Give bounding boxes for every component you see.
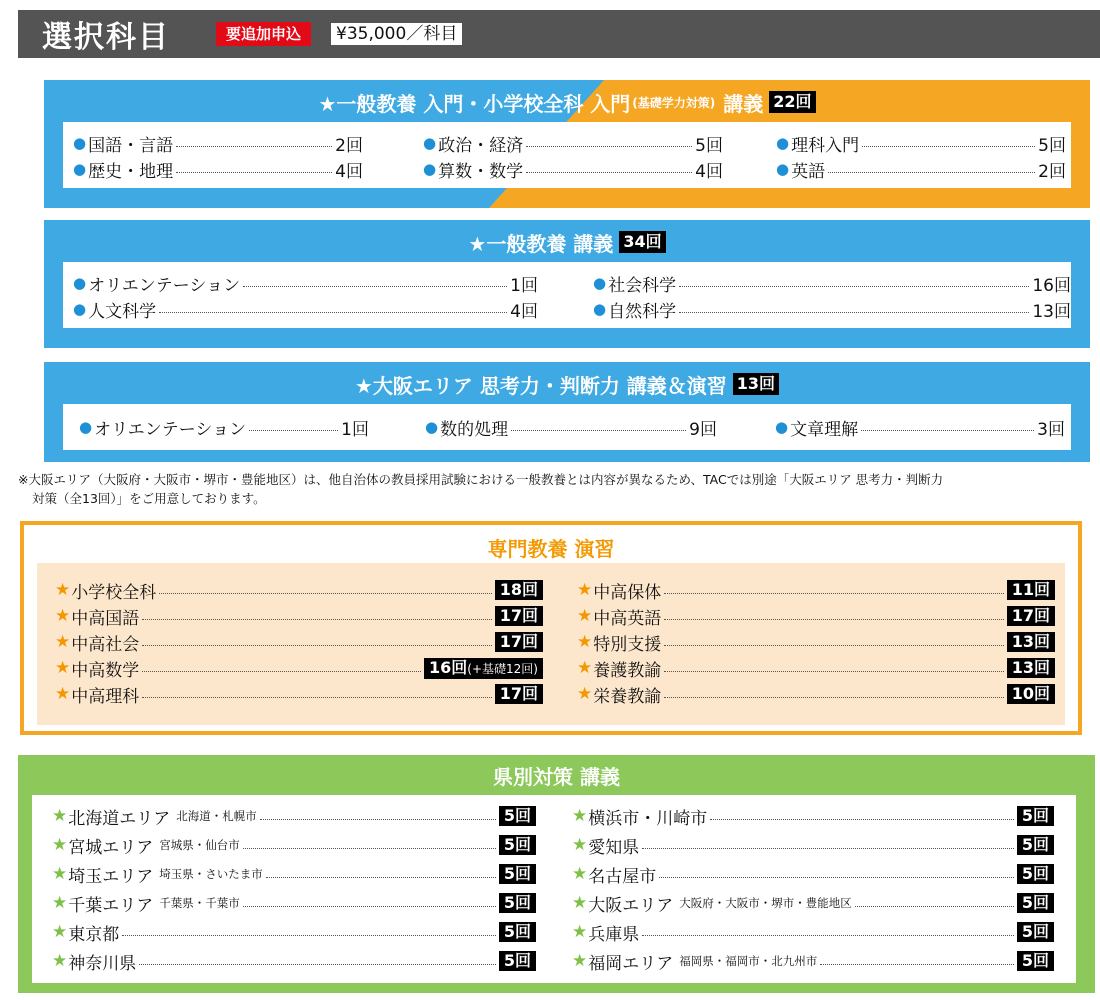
item-label: 中高理科 xyxy=(71,686,140,707)
list-item xyxy=(52,950,536,972)
star-icon: ★ xyxy=(572,806,588,826)
list-item xyxy=(73,272,538,294)
general-intro-title xyxy=(44,80,1090,124)
item-sublabel: 宮城県・仙台市 xyxy=(159,838,240,852)
item-label: 人文科学 xyxy=(88,301,157,322)
item-label: 歴史・地理 xyxy=(88,161,174,182)
star-icon: ★ xyxy=(52,922,68,942)
leader-dots xyxy=(139,964,496,965)
note-line-1: ※大阪エリア（大阪府・大阪市・堺市・豊能地区）は、他自治体の教員採用試験における一般教養とは内容が異なるため、TACでは別途「大阪エリア 思考力・判断力 xyxy=(18,472,944,487)
item-count: 18回 xyxy=(495,580,543,600)
item-label: 東京都 xyxy=(68,924,120,945)
bullet-icon: ● xyxy=(73,300,87,318)
leader-dots xyxy=(862,146,1035,147)
star-icon: ★ xyxy=(577,580,593,600)
item-label: 中高保体 xyxy=(593,582,662,603)
item-label: 栄養教諭 xyxy=(593,686,662,707)
item-count: 5回 xyxy=(1017,922,1054,942)
item-label: 名古屋市 xyxy=(588,866,657,887)
item-label: 大阪エリア xyxy=(588,895,674,916)
list-item xyxy=(593,298,1071,320)
item-label: 愛知県 xyxy=(588,837,640,858)
bullet-icon: ● xyxy=(775,418,789,436)
list-item xyxy=(572,921,1054,943)
leader-dots xyxy=(828,172,1035,173)
general-lecture-box xyxy=(44,220,1090,348)
item-count: 4回 xyxy=(335,161,363,182)
leader-dots xyxy=(176,172,332,173)
list-item xyxy=(423,158,723,180)
list-item xyxy=(73,158,363,180)
count-badge: 13回 xyxy=(733,373,779,395)
item-count: 5回 xyxy=(1017,893,1054,913)
item-count: 10回 xyxy=(1007,684,1055,704)
star-icon: ★ xyxy=(52,835,68,855)
item-count: 5回 xyxy=(499,893,536,913)
osaka-area-box xyxy=(44,362,1090,462)
item-count: 1回 xyxy=(341,419,369,440)
item-label: 福岡エリア xyxy=(588,953,674,974)
item-label: 埼玉エリア xyxy=(68,866,154,887)
list-item xyxy=(577,605,1055,627)
general-intro-list xyxy=(63,122,1071,188)
item-count: 5回 xyxy=(1038,135,1066,156)
item-label: 国語・言語 xyxy=(88,135,174,156)
item-label: 千葉エリア xyxy=(68,895,154,916)
list-item xyxy=(55,605,543,627)
additional-application-badge: 要追加申込 xyxy=(216,22,311,46)
item-count: 9回 xyxy=(689,419,717,440)
leader-dots xyxy=(142,671,421,672)
item-count: 17回 xyxy=(1007,606,1055,626)
item-label: オリエンテーション xyxy=(88,275,241,296)
list-item xyxy=(572,892,1054,914)
bullet-icon: ● xyxy=(79,418,93,436)
item-label: 政治・経済 xyxy=(438,135,524,156)
list-item xyxy=(423,132,723,154)
title-sub: (基礎学力対策) xyxy=(632,95,716,110)
list-item xyxy=(593,272,1071,294)
star-icon: ★ xyxy=(577,684,593,704)
item-sublabel: 千葉県・千葉市 xyxy=(159,896,240,910)
price-label: ¥35,000／科目 xyxy=(331,23,462,45)
leader-dots xyxy=(820,964,1014,965)
title-main: ★大阪エリア 思考力・判断力 講義＆演習 xyxy=(354,373,727,398)
leader-dots xyxy=(142,697,491,698)
item-count: 5回 xyxy=(499,835,536,855)
star-icon: ★ xyxy=(55,658,71,678)
leader-dots xyxy=(260,819,496,820)
item-count: 5回 xyxy=(695,135,723,156)
osaka-note xyxy=(18,470,1098,508)
item-count: 1回 xyxy=(510,275,538,296)
leader-dots xyxy=(642,848,1014,849)
star-icon: ★ xyxy=(52,864,68,884)
star-icon: ★ xyxy=(52,893,68,913)
item-sublabel: 福岡県・福岡市・北九州市 xyxy=(679,954,818,968)
star-icon: ★ xyxy=(577,658,593,678)
list-item xyxy=(776,158,1066,180)
leader-dots xyxy=(664,619,1003,620)
bullet-icon: ● xyxy=(776,134,790,152)
list-item xyxy=(52,892,536,914)
bullet-icon: ● xyxy=(423,134,437,152)
item-count xyxy=(424,658,543,679)
item-sublabel: 北海道・札幌市 xyxy=(176,809,257,823)
star-icon: ★ xyxy=(55,580,71,600)
item-label: 社会科学 xyxy=(608,275,677,296)
list-item xyxy=(572,950,1054,972)
count-extra: (+基礎12回) xyxy=(467,661,538,676)
leader-dots xyxy=(122,935,496,936)
list-item xyxy=(425,416,717,438)
item-label: 英語 xyxy=(791,161,826,182)
item-label: 中高国語 xyxy=(71,608,140,629)
item-label: 自然科学 xyxy=(608,301,677,322)
item-label: 理科入門 xyxy=(791,135,860,156)
item-count: 16回 xyxy=(1032,275,1071,296)
item-label: 兵庫県 xyxy=(588,924,640,945)
item-count: 13回 xyxy=(1007,632,1055,652)
bullet-icon: ● xyxy=(776,160,790,178)
item-label: 北海道エリア xyxy=(68,808,171,829)
specialized-exercise-box xyxy=(20,521,1082,735)
leader-dots xyxy=(142,619,491,620)
specialized-title: 専門教養 演習 xyxy=(487,537,615,561)
prefecture-lecture-box xyxy=(18,755,1095,993)
item-count: 5回 xyxy=(1017,806,1054,826)
leader-dots xyxy=(526,172,692,173)
star-icon: ★ xyxy=(572,864,588,884)
bullet-icon: ● xyxy=(73,274,87,292)
leader-dots xyxy=(511,430,686,431)
title-lecture: 講義 xyxy=(723,91,764,116)
prefecture-title: 県別対策 講義 xyxy=(493,765,620,789)
osaka-area-title xyxy=(44,362,1090,406)
item-label: 特別支援 xyxy=(593,634,662,655)
title-main: ★一般教養 講義 xyxy=(468,231,614,256)
list-item xyxy=(79,416,369,438)
item-label: 養護教諭 xyxy=(593,660,662,681)
item-count: 17回 xyxy=(495,632,543,652)
list-item xyxy=(55,631,543,653)
leader-dots xyxy=(142,645,491,646)
item-label: 神奈川県 xyxy=(68,953,137,974)
item-count: 17回 xyxy=(495,684,543,704)
bullet-icon: ● xyxy=(593,300,607,318)
star-icon: ★ xyxy=(52,951,68,971)
leader-dots xyxy=(664,671,1003,672)
item-count: 13回 xyxy=(1007,658,1055,678)
list-item xyxy=(52,921,536,943)
star-icon: ★ xyxy=(572,951,588,971)
list-item xyxy=(55,683,543,705)
list-item xyxy=(572,805,1054,827)
item-count: 5回 xyxy=(499,951,536,971)
star-icon: ★ xyxy=(55,606,71,626)
general-intro-box xyxy=(44,80,1090,208)
specialized-list xyxy=(37,563,1065,725)
leader-dots xyxy=(526,146,692,147)
bullet-icon: ● xyxy=(423,160,437,178)
leader-dots xyxy=(243,848,496,849)
item-label: 文章理解 xyxy=(790,419,859,440)
list-item xyxy=(73,298,538,320)
item-label: 数的処理 xyxy=(440,419,509,440)
leader-dots xyxy=(664,593,1003,594)
leader-dots xyxy=(266,877,496,878)
list-item xyxy=(577,657,1055,679)
list-item xyxy=(52,805,536,827)
item-count: 5回 xyxy=(1017,835,1054,855)
leader-dots xyxy=(855,906,1014,907)
star-icon: ★ xyxy=(572,835,588,855)
list-item xyxy=(73,132,363,154)
note-line-2: 対策（全13回）」をご用意しております。 xyxy=(32,491,266,506)
item-label: 中高数学 xyxy=(71,660,140,681)
item-count: 2回 xyxy=(335,135,363,156)
list-item xyxy=(52,863,536,885)
star-icon: ★ xyxy=(55,684,71,704)
star-icon: ★ xyxy=(572,893,588,913)
leader-dots xyxy=(659,877,1014,878)
bullet-icon: ● xyxy=(73,134,87,152)
leader-dots xyxy=(159,312,507,313)
leader-dots xyxy=(249,430,338,431)
item-count: 4回 xyxy=(510,301,538,322)
star-icon: ★ xyxy=(55,632,71,652)
list-item xyxy=(577,683,1055,705)
item-count: 3回 xyxy=(1037,419,1065,440)
general-lecture-title xyxy=(44,220,1090,264)
leader-dots xyxy=(861,430,1034,431)
bullet-icon: ● xyxy=(73,160,87,178)
prefecture-list xyxy=(32,795,1076,983)
page-header xyxy=(18,10,1100,58)
leader-dots xyxy=(243,286,507,287)
count-badge: 22回 xyxy=(769,91,815,113)
star-icon: ★ xyxy=(572,922,588,942)
star-icon: ★ xyxy=(577,632,593,652)
item-label: 中高社会 xyxy=(71,634,140,655)
leader-dots xyxy=(679,286,1029,287)
list-item xyxy=(572,863,1054,885)
page-title: 選択科目 xyxy=(42,20,170,55)
item-count: 13回 xyxy=(1032,301,1071,322)
bullet-icon: ● xyxy=(593,274,607,292)
item-count: 2回 xyxy=(1038,161,1066,182)
list-item xyxy=(572,834,1054,856)
item-count: 5回 xyxy=(1017,951,1054,971)
item-count: 11回 xyxy=(1007,580,1055,600)
count-main: 16回 xyxy=(429,657,468,677)
item-count: 17回 xyxy=(495,606,543,626)
item-sublabel: 大阪府・大阪市・堺市・豊能地区 xyxy=(679,896,852,910)
leader-dots xyxy=(243,906,496,907)
item-label: 算数・数学 xyxy=(438,161,524,182)
star-icon: ★ xyxy=(52,806,68,826)
item-label: 横浜市・川崎市 xyxy=(588,808,708,829)
list-item xyxy=(577,579,1055,601)
item-sublabel: 埼玉県・さいたま市 xyxy=(159,867,263,881)
leader-dots xyxy=(679,312,1029,313)
item-label: 宮城エリア xyxy=(68,837,154,858)
osaka-area-list xyxy=(63,404,1071,450)
item-label: 中高英語 xyxy=(593,608,662,629)
leader-dots xyxy=(710,819,1014,820)
leader-dots xyxy=(642,935,1014,936)
list-item xyxy=(577,631,1055,653)
list-item xyxy=(775,416,1065,438)
leader-dots xyxy=(664,697,1003,698)
item-count: 5回 xyxy=(499,806,536,826)
item-label: オリエンテーション xyxy=(94,419,247,440)
leader-dots xyxy=(176,146,332,147)
item-count: 4回 xyxy=(695,161,723,182)
item-count: 5回 xyxy=(1017,864,1054,884)
star-icon: ★ xyxy=(577,606,593,626)
leader-dots xyxy=(159,593,491,594)
item-label: 小学校全科 xyxy=(71,582,157,603)
title-main: ★一般教養 入門・小学校全科 入門 xyxy=(318,91,631,116)
count-badge: 34回 xyxy=(619,231,665,253)
bullet-icon: ● xyxy=(425,418,439,436)
list-item xyxy=(776,132,1066,154)
general-lecture-list xyxy=(63,262,1071,328)
list-item xyxy=(55,579,543,601)
item-count: 5回 xyxy=(499,922,536,942)
list-item xyxy=(55,657,543,679)
list-item xyxy=(52,834,536,856)
item-count: 5回 xyxy=(499,864,536,884)
leader-dots xyxy=(664,645,1003,646)
